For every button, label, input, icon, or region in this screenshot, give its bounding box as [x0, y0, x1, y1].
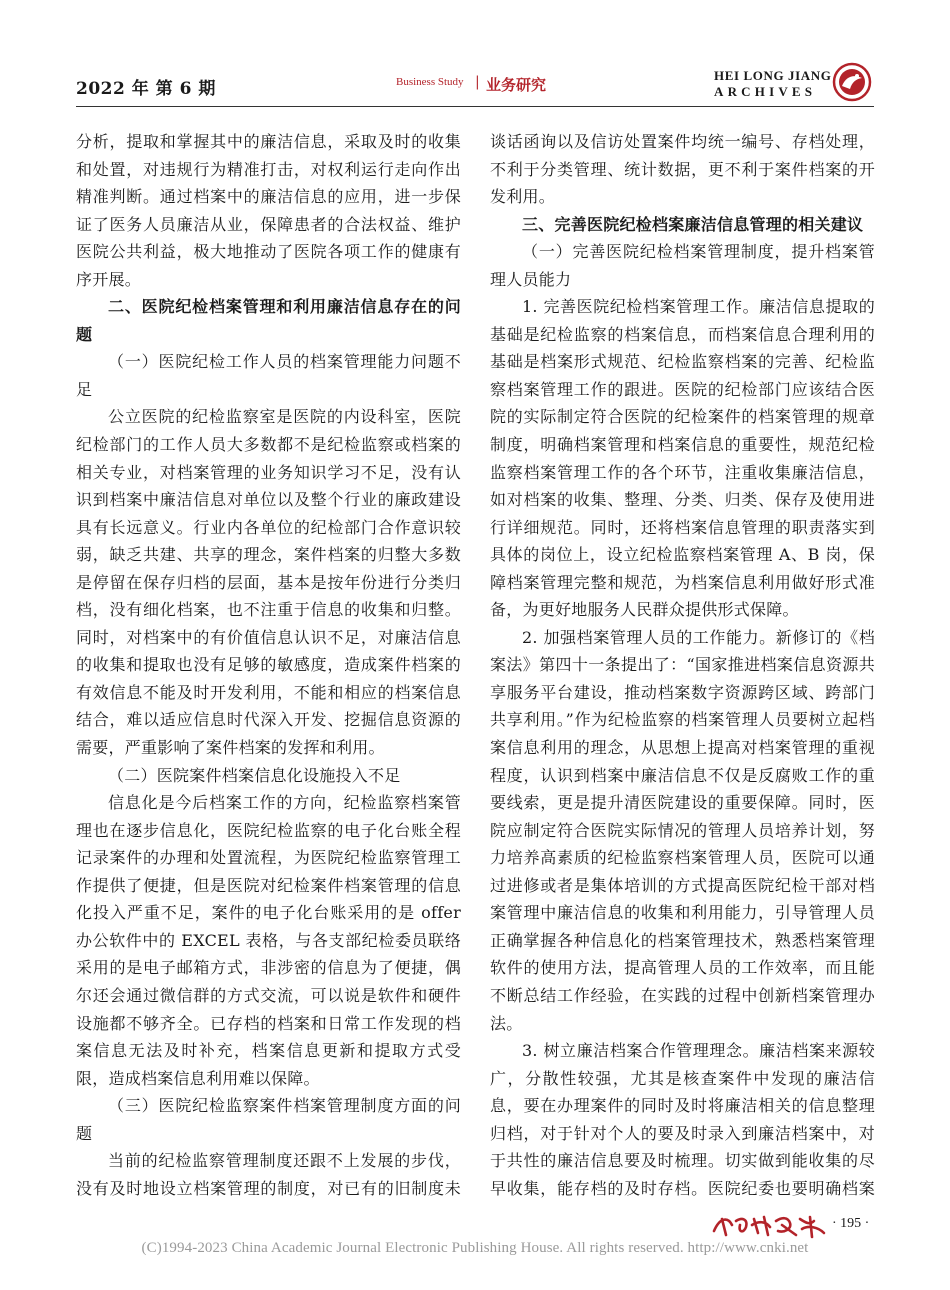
- section-heading-3: 三、完善医院纪检档案廉洁信息管理的相关建议: [522, 214, 864, 234]
- issue-label: 2022 年 第 6 期: [76, 79, 216, 99]
- rubric-chinese: 业务研究: [486, 76, 547, 94]
- section-heading-2: 二、医院纪检档案管理和利用廉洁信息存在的问题: [76, 297, 461, 344]
- rubric-separator: |: [475, 74, 480, 90]
- journal-calligraphy-logo: [710, 1211, 830, 1239]
- journal-name-line1: HEI LONG JIANG: [714, 68, 832, 83]
- page-header: [0, 0, 950, 112]
- left-column: [76, 128, 461, 1198]
- journal-logo-icon: [832, 62, 872, 102]
- page-number: · 195 ·: [832, 1216, 870, 1231]
- journal-name-line2: ARCHIVES: [714, 84, 817, 99]
- paragraph-continued: 分析，提取和掌握其中的廉洁信息，采取及时的收集和处置，对违规行为精准打击，对权利运行走向作出精准判断。通过档案中的廉洁信息的应用，进一步保证了医务人员廉洁从业，保障患者的合法权益、维护医院公共利益，极大地推动了医院各项工作的健康有序开展。: [76, 132, 461, 289]
- paragraph: 信息化是今后档案工作的方向，纪检监察档案管理也在逐步信息化，医院纪检监察的电子化台账全程记录案件的办理和处置流程，为医院纪检监察管理工作提供了便捷，但是医院对纪检案件档案管理的信息化投入严重不足，案件的电子化台账采用的是 offer 办公软件中的 EXCEL 表格，与各支部纪检委员联络采用的是电子邮箱方式，非涉密的信息为了便捷，偶尔还会通过微信群的方式交流，可以说是软件和硬件设施都不够齐全。已存档的档案和日常工作发现的档案信息无法及时补充，档案信息更新和提取方式受限，造成档案信息利用难以保障。: [76, 793, 461, 1088]
- copyright-notice: (C)1994-2023 China Academic Journal Electronic Publishing House. All rights reserved. http://www.cnki.net: [141, 1240, 809, 1256]
- subsection-heading-3: （三）医院纪检监察案件档案管理制度方面的问题: [76, 1096, 461, 1143]
- subsection-heading-1: （一）医院纪检工作人员的档案管理能力问题不足: [76, 352, 461, 399]
- paragraph: 当前的纪检监察管理制度还跟不上发展的步伐，没有及时地设立档案管理的制度，对已有的旧制度未: [76, 1151, 461, 1198]
- paragraph-continued: 谈话函询以及信访处置案件均统一编号、存档处理，不利于分类管理、统计数据，更不利于案件档案的开发利用。: [490, 132, 875, 207]
- rubric-english: Business Study: [396, 76, 464, 88]
- paragraph: 2. 加强档案管理人员的工作能力。新修订的《档案法》第四十一条提出了：“国家推进档案信息资源共享服务平台建设，推动档案数字资源跨区域、跨部门共享利用。”作为纪检监察的档案管理人员要树立起档案信息利用的理念，从思想上提高对档案管理的重视程度，认识到档案中廉洁信息不仅是反腐败工作的重要线索，更是提升清医院建设的重要保障。同时，医院应制定符合医院实际情况的管理人员培养计划，努力培养高素质的纪检监察档案管理人员，医院可以通过进修或者是集体培训的方式提高医院纪检干部对档案管理中廉洁信息的收集和利用能力，引导管理人员正确掌握各种信息化的档案管理技术，熟悉档案管理软件的使用方法，提高管理人员的工作效率，而且能不断总结工作经验，在实践的过程中创新档案管理办法。: [490, 627, 875, 1033]
- right-column: [490, 128, 875, 1198]
- paragraph: 3. 树立廉洁档案合作管理理念。廉洁档案来源较广，分散性较强，尤其是核查案件中发现的廉洁信息，要在办理案件的同时及时将廉洁相关的信息整理归档，对于针对个人的要及时录入到廉洁档案中，对于共性的廉洁信息要及时梳理。切实做到能收集的尽早收集，能存档的及时存档。医院纪委也要明确档案: [490, 1041, 875, 1198]
- subsection-heading-2: （二）医院案件档案信息化设施投入不足: [108, 765, 401, 785]
- subsection-heading-1: （一）完善医院纪检档案管理制度，提升档案管理人员能力: [490, 242, 875, 289]
- paragraph: 1. 完善医院纪检档案管理工作。廉洁信息提取的基础是纪检监察的档案信息，而档案信息合理利用的基础是档案形式规范、纪检监察档案的完善、纪检监察档案管理工作的跟进。医院的纪检部门应该结合医院的实际制定符合医院的纪检案件的档案管理的规章制度，明确档案管理和档案信息的重要性，规范纪检监察档案管理工作的各个环节，注重收集廉洁信息，如对档案的收集、整理、分类、归类、保存及使用进行详细规范。同时，还将档案信息管理的职责落实到具体的岗位上，设立纪检监察档案管理 A、B 岗，保障档案管理完整和规范，为档案信息利用做好形式准备，为更好地服务人民群众提供形式保障。: [490, 297, 875, 620]
- paragraph: 公立医院的纪检监察室是医院的内设科室，医院纪检部门的工作人员大多数都不是纪检监察或档案的相关专业，对档案管理的业务知识学习不足，没有认识到档案中廉洁信息对单位以及整个行业的廉政建设具有长远意义。行业内各单位的纪检部门合作意识较弱，缺乏共建、共享的理念，案件档案的归整大多数是停留在保存归档的层面，基本是按年份进行分类归档，没有细化档案，也不注重于信息的收集和归整。同时，对档案中的有价值信息认识不足，对廉洁信息的收集和提取也没有足够的敏感度，造成案件档案的有效信息不能及时开发利用，不能和相应的档案信息结合，难以适应信息时代深入开发、挖掘信息资源的需要，严重影响了案件档案的发挥和利用。: [76, 407, 461, 758]
- header-rule: [76, 106, 874, 107]
